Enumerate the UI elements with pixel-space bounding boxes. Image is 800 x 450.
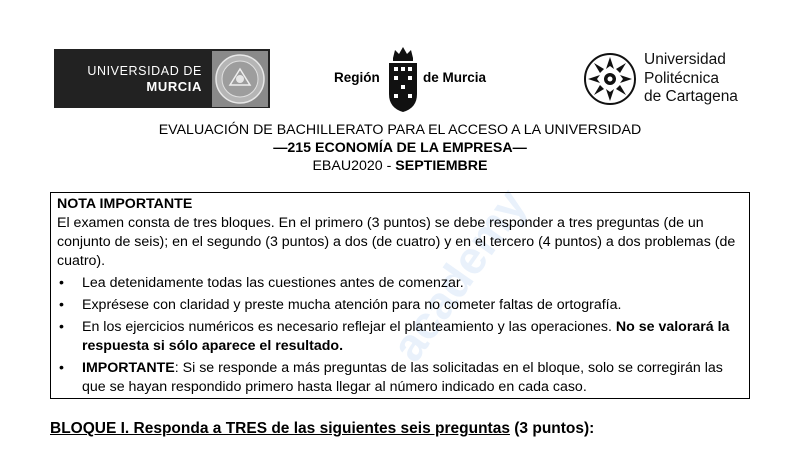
region-murcia-shield-icon: [385, 44, 421, 114]
exam-header: [0, 121, 800, 175]
list-item: [57, 359, 743, 397]
important-note-box: [50, 192, 750, 399]
list-item-text: Lea detenidamente todas las cuestiones antes de comenzar.: [82, 275, 464, 291]
list-item-text: En los ejercicios numéricos es necesario reflejar el planteamiento y las operaciones.: [82, 319, 616, 335]
um-logo-line2: MURCIA: [146, 78, 202, 94]
list-item-text: : Si se responde a más preguntas de las solicitadas en el bloque, solo se corregirán las que se hayan respondido primero hasta llegar al número indicado en cada caso.: [82, 360, 723, 395]
upct-logo-text: [644, 51, 738, 107]
list-item: [57, 318, 743, 356]
university-seal-icon: [212, 51, 268, 107]
bullet-icon: •: [59, 297, 64, 313]
important-note-list: [57, 274, 743, 397]
upct-emblem-icon: [583, 52, 637, 106]
watermark: academy: [380, 179, 537, 371]
list-item: [57, 274, 743, 293]
list-item-text: Exprésese con claridad y preste mucha atención para no cometer faltas de ortografía.: [82, 297, 622, 313]
list-item-bold-text: IMPORTANTE: [82, 360, 175, 376]
universidad-murcia-logo-text: [54, 64, 208, 94]
block-one-heading-points: (3 puntos):: [509, 420, 595, 437]
upct-line1: Universidad: [644, 51, 726, 68]
list-item: [57, 296, 743, 315]
important-note-intro: El examen consta de tres bloques. En el primero (3 puntos) se debe responder a tres preguntas (de un conjunto de seis); en el segundo (3 puntos) a dos (de cuatro) y en el tercero (4 puntos) a dos problemas (de cuatro).: [57, 215, 736, 269]
upct-line2: Politécnica: [644, 69, 719, 87]
exam-subject-title: —215 ECONOMÍA DE LA EMPRESA—: [273, 140, 527, 156]
bullet-icon: •: [59, 275, 64, 291]
bullet-icon: •: [59, 319, 64, 335]
exam-session-prefix: EBAU2020 -: [312, 158, 396, 174]
upct-line3: de Cartagena: [644, 88, 738, 105]
exam-session: [0, 157, 800, 175]
list-item-bold-text: No se valorará la respuesta si sólo aparece el resultado.: [82, 319, 730, 354]
um-logo-line1: UNIVERSIDAD DE: [87, 63, 202, 78]
exam-session-month: SEPTIEMBRE: [395, 158, 488, 174]
region-murcia-logo: [332, 44, 492, 114]
bullet-icon: •: [59, 360, 64, 376]
upct-logo: [583, 50, 753, 108]
important-note-title: NOTA IMPORTANTE: [57, 196, 193, 212]
region-murcia-logo-right: de Murcia: [423, 70, 487, 85]
region-murcia-logo-left: Región: [334, 70, 380, 85]
exam-header-line1: EVALUACIÓN DE BACHILLERATO PARA EL ACCESO A LA UNIVERSIDAD: [158, 122, 642, 138]
block-one-heading: [50, 420, 594, 438]
universidad-murcia-logo: [54, 49, 270, 108]
block-one-heading-underlined: BLOQUE I. Responda a TRES de las siguientes seis preguntas: [50, 420, 510, 437]
